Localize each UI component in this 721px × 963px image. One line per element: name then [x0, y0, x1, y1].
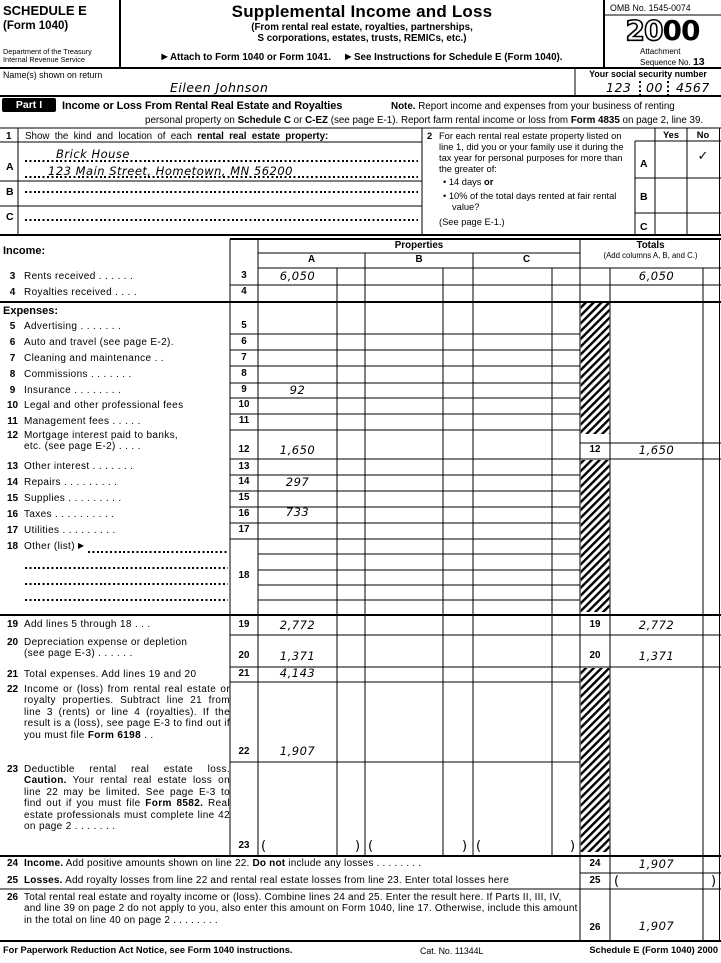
line24-label: 24 Income. Add positive amounts shown on line 22. Do not include any losses . . . . . . . . [6, 858, 422, 869]
line4-label: 4 Royalties received . . . . [9, 287, 138, 298]
line13-label: 13 Other interest . . . . . . . [6, 461, 134, 472]
line12-label: 12 Mortgage interest paid to banks, etc. (see page E-2) . . . . [6, 430, 179, 453]
line12-propA-value[interactable]: 1,650 [279, 443, 316, 457]
cell-num-6: 6 [241, 336, 247, 347]
part1-badge: Part I [2, 98, 56, 112]
paperwork-notice: For Paperwork Reduction Act Notice, see Form 1040 instructions. [3, 945, 293, 955]
yesno-row-b-letter: B [640, 191, 648, 203]
line20-propA-value[interactable]: 1,371 [279, 649, 316, 663]
line11-label: 11 Management fees . . . . . [7, 416, 141, 427]
no-column-header: No [696, 130, 710, 140]
footer-form-id: Schedule E (Form 1040) 2000 [589, 945, 718, 955]
part1-note-line1: Note. Report income and expenses from your business of renting [391, 101, 675, 112]
line15-label: 15 Supplies . . . . . . . . . [6, 493, 122, 504]
line14-propA-value[interactable]: 297 [285, 475, 310, 489]
treasury-label: Department of the Treasury [3, 47, 92, 56]
cell-num-8: 8 [241, 368, 247, 379]
right-arrow-icon: ▶ [78, 541, 85, 550]
totals-num-20: 20 [589, 650, 601, 661]
property-b-field[interactable] [25, 183, 418, 195]
line3-label: 3 Rents received . . . . . . [9, 271, 134, 282]
line24-total-value[interactable]: 1,907 [638, 857, 675, 871]
catalog-number: Cat. No. 11344L [420, 946, 484, 956]
right-arrow-icon: ▶ [345, 52, 352, 61]
checkmark-icon: ✓ [697, 149, 709, 164]
form-subtitle-2: S corporations, estates, trusts, REMICs, etc.) [257, 33, 467, 44]
ssn-label: Your social security number [589, 69, 707, 79]
expenses-section-heading: Expenses: [3, 305, 59, 317]
right-arrow-icon: ▶ [161, 52, 168, 61]
line19-label: 19 Add lines 5 through 18 . . . [6, 619, 151, 630]
totals-subheader: (Add columns A, B, and C.) [603, 251, 698, 260]
totals-num-19: 19 [589, 619, 601, 630]
omb-number: OMB No. 1545-0074 [610, 3, 691, 13]
line20-label: 20 Depreciation expense or depletion (see page E-3) . . . . . . [6, 637, 188, 660]
part1-heading: Income or Loss From Rental Real Estate and Royalties [62, 100, 343, 112]
line19-total-value[interactable]: 2,772 [638, 618, 675, 632]
property-c-field[interactable] [25, 211, 418, 223]
cell-num-21: 21 [238, 668, 250, 679]
checkbox-a-no[interactable] [687, 141, 719, 178]
cell-num-18: 18 [238, 570, 250, 581]
line19-propA-value[interactable]: 2,772 [279, 618, 316, 632]
taxpayer-name-field[interactable]: Eileen Johnson [170, 80, 269, 95]
cell-num-7: 7 [241, 352, 247, 363]
form-number: (Form 1040) [3, 20, 69, 32]
line22-label: 22 Income or (loss) from rental real estate or royalty properties. Subtract line 21 from line 3 (rents) or line 4 (royalties). If the result is a (loss), see page E-3 to find out if you must file Form 6198 . . [6, 684, 230, 741]
yes-column-header: Yes [662, 130, 680, 140]
property-a-address-field[interactable]: 123 Main Street, Hometown, MN 56200 [48, 164, 293, 178]
line7-label: 7 Cleaning and maintenance . . [9, 353, 164, 364]
line1-label: Show the kind and location of each rental real estate property: [25, 131, 329, 142]
line18-label: 18 Other (list) ▶ [6, 541, 85, 552]
schedule-label: SCHEDULE E [3, 3, 87, 18]
properties-header: Properties [394, 240, 444, 251]
line2-number: 2 [427, 131, 433, 141]
cell-num-5: 5 [241, 320, 247, 331]
line20-total-value[interactable]: 1,371 [638, 649, 675, 663]
attach-2: ▶ See Instructions for Schedule E (Form 1040). [345, 52, 563, 63]
line8-label: 8 Commissions . . . . . . . [9, 369, 132, 380]
form-subtitle-1: (From rental real estate, royalties, partnerships, [251, 22, 473, 33]
cell-num-20: 20 [238, 650, 250, 661]
form-title: Supplemental Income and Loss [231, 2, 493, 21]
name-label: Name(s) shown on return [3, 70, 103, 80]
line23-label: 23 Deductible rental real estate loss. Caution. Your rental real estate loss on line 22 may be limited. See page E-3 to find out if you must file Form 8582. Real estate professionals must complete line 42 on page 2 . . . . . . . [6, 764, 230, 833]
line23-paren-open-a: ( [261, 839, 267, 854]
line21-propA-value[interactable]: 4,143 [279, 666, 316, 680]
cell-num-16: 16 [238, 508, 250, 519]
checkbox-c-yes[interactable] [655, 213, 687, 235]
irs-label: Internal Revenue Service [3, 55, 85, 64]
cell-num-13: 13 [238, 461, 250, 472]
property-c-letter: C [6, 211, 14, 223]
sequence-number: 13 [692, 56, 705, 68]
ssn-part-2[interactable]: 00 [646, 80, 663, 95]
cell-num-22: 22 [238, 746, 250, 757]
line21-label: 21 Total expenses. Add lines 19 and 20 [6, 669, 197, 680]
checkbox-a-yes[interactable] [655, 141, 687, 178]
line3-total-value[interactable]: 6,050 [638, 269, 675, 283]
line23-paren-close-a: ) [355, 839, 361, 854]
year-outline: 20 [625, 14, 663, 47]
totals-num-25: 25 [589, 875, 601, 886]
line2-bullet-2: • 10% of the total days rented at fair rental value? [443, 191, 617, 212]
cell-num-19: 19 [238, 619, 250, 630]
form-title-block [124, 2, 600, 65]
totals-num-26: 26 [589, 922, 601, 933]
line22-propA-value[interactable]: 1,907 [279, 744, 316, 758]
line17-label: 17 Utilities . . . . . . . . . [6, 525, 116, 536]
cell-num-23: 23 [238, 840, 250, 851]
cell-num-12: 12 [238, 444, 250, 455]
line14-label: 14 Repairs . . . . . . . . . [6, 477, 118, 488]
attach-instructions [161, 52, 562, 63]
line23-paren-open-b: ( [368, 839, 374, 854]
yesno-row-c-letter: C [640, 221, 648, 233]
line23-paren-close-b: ) [462, 839, 468, 854]
line16-propA-value[interactable]: 733 [285, 505, 310, 519]
property-b-letter: B [6, 186, 14, 198]
totals-num-12: 12 [589, 444, 601, 455]
cell-num-11: 11 [238, 415, 250, 426]
yesno-row-a-letter: A [640, 158, 648, 170]
line10-label: 10 Legal and other professional fees [6, 400, 184, 411]
ssn-part-1[interactable]: 123 [606, 80, 632, 95]
cell-num-14: 14 [238, 476, 250, 487]
line5-label: 5 Advertising . . . . . . . [9, 321, 122, 332]
line2-see-page: (See page E-1.) [439, 217, 505, 227]
line2-question: For each rental real estate property listed on line 1, did you or your family use it during the tax year for personal purposes for more than the greater of: [439, 131, 624, 174]
attachment-label: Attachment [640, 47, 681, 56]
cell-num-3: 3 [241, 270, 247, 281]
sequence-label: Sequence No. 13 [640, 56, 705, 68]
income-section-heading: Income: [3, 245, 46, 257]
line3-propA-value[interactable]: 6,050 [279, 269, 316, 283]
cell-num-9: 9 [241, 384, 247, 395]
line23-paren-close-c: ) [570, 839, 576, 854]
cell-num-15: 15 [238, 492, 250, 503]
line12-total-value[interactable]: 1,650 [638, 443, 675, 457]
checkbox-b-yes[interactable] [655, 178, 687, 213]
year-solid: 00 [662, 14, 700, 47]
line16-label: 16 Taxes . . . . . . . . . . [6, 509, 115, 520]
line26-label: 26 Total rental real estate and royalty income or (loss). Combine lines 24 and 25. Enter the result here. If Parts II, III, IV, and line 39 on page 2 do not apply to you, also enter this amount on Form 1040, line 17. Otherwise, include this amount in the total on line 40 on page 2 . . . . . . . . [6, 892, 578, 926]
cell-num-10: 10 [238, 399, 250, 410]
column-b-header: B [415, 254, 423, 265]
tax-year [604, 14, 721, 47]
cell-num-17: 17 [238, 524, 250, 535]
line25-paren-open: ( [614, 874, 620, 889]
property-a-letter: A [6, 161, 14, 173]
checkbox-c-no[interactable] [687, 213, 719, 235]
line6-label: 6 Auto and travel (see page E-2). [9, 337, 174, 348]
part1-note-line2: personal property on Schedule C or C-EZ (see page E-1). Report farm rental income or loss from Form 4835 on page 2, line 39. [145, 115, 704, 126]
attach-1: ▶ Attach to Form 1040 or Form 1041. [161, 52, 332, 63]
line1-number: 1 [6, 131, 12, 142]
column-a-header: A [307, 254, 316, 265]
totals-num-24: 24 [589, 858, 601, 869]
line26-total-value[interactable]: 1,907 [638, 919, 675, 933]
totals-header: Totals [636, 240, 665, 251]
line2-bullet-1: • 14 days or [443, 177, 494, 187]
line25-paren-close: ) [711, 874, 717, 889]
checkbox-b-no[interactable] [687, 178, 719, 213]
line9-propA-value[interactable]: 92 [289, 383, 306, 397]
line9-label: 9 Insurance . . . . . . . . [9, 385, 122, 396]
line25-label: 25 Losses. Add royalty losses from line 22 and rental real estate losses from line 23. Enter total losses here [6, 875, 509, 886]
property-a-name-field[interactable]: Brick House [56, 147, 130, 161]
ssn-part-3[interactable]: 4567 [676, 80, 710, 95]
column-c-header: C [522, 254, 531, 265]
line23-paren-open-c: ( [476, 839, 482, 854]
cell-num-4: 4 [241, 286, 247, 297]
